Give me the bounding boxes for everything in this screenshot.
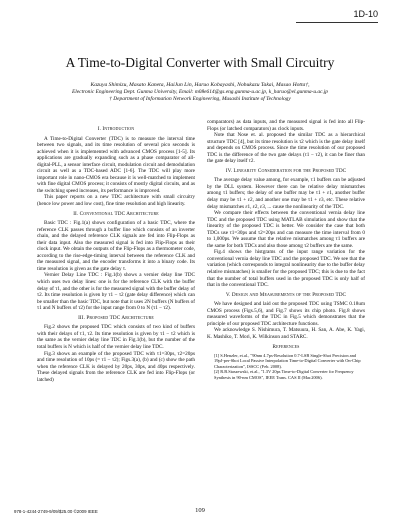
paragraph: Vernier Delay Line TDC : Fig.1(b) shows a vernier delay line TDC which uses two delay lines: one is for the reference CLK with the buffer delay of τ1, and the other is for the measured signal with the buffer delay of τ2. Its time resolution is given by τ1 − τ2 (gate delay difference) which can be smaller than the basic TDC, but note that it uses 2N buffers (N buffers of τ1 and N buffers of τ2) for the input range from 0 to N (τ1 − τ2). [37,272,195,312]
paragraph: comparators) as data inputs, and the measured signal is fed into all Flip-Flops (or latched comparators) as clock inputs. [207,119,365,132]
session-tag: 1D-10 [353,9,378,19]
left-column [37,123,195,383]
section-heading: III. Proposed TDC Architecture [78,314,154,321]
reference-item: [1] S.Henzler, et.al., "90nm 4.7ps-Resolution 0.7-LSB Single-Shot Precision and 19pJ-per-Shot Local Passive Interpolation Time-to-Digital Converter with On-Chip Characterization", ISSCC (Feb. 2008). [214,353,361,369]
paragraph: We compare their effects between the conventional vernia delay line TDC and the proposed TDC using MATLAB simulation and show that the linearity of the proposed TDC is better. We consider the case that both TDCs use τ1=30ps and τ2=20ps and can measure the time interval from 0 to 1,000ps. We assume that the relative mismatches among τ1 buffers are the same for both TDCs and also those among τ2 buffers are the same. [207,210,365,249]
section-heading: II. Conventional TDC Architecture [73,210,159,217]
paragraph: Basic TDC : Fig.1(a) shows configuration of a basic TDC, where the reference CLK passes through a buffer line which consists of an inverter chain, and the delayed reference CLK signals are fed into Flip-Flops as their data input. Also the measured signal is fed into Flip-Flops as their clock input. We obtain the outputs of the Flip-Flops as a thermometer code, according to the rise-edge-timing interval between the reference CLK and the measured signal, and the encoder transforms it into a binary code. Its time resolution is given as the gate delay τ. [37,220,195,272]
page-number: 109 [195,507,205,514]
paragraph: Fig.3 shows an example of the proposed TDC with τ1=30ps, τ2=20ps and time resolution of 10ps (= τ1 − τ2); Figs.3(a), (b) and (c) show the path when the reference CLK is delayed by 20ps, 30ps, and 40ps respectively. These delayed signals from the reference CLK are fed into Flip-Flops (or latched) [37,350,195,383]
paragraph: Fig.4 shows the histgrams of the input range variation for the conventional vernia delay line TDC and the proposed TDC. We see that the variation (which corresponds to integral nonlinearity due to the buffer delay relative mismatches) is smaller for the proposed TDC; this is due to the fact that the number of total buffers used in the proposed TDC is only half of that in the conventional TDC. [207,249,365,289]
header-rule [296,22,378,23]
affiliation [30,89,370,103]
paragraph: Note that Nose et. al. proposed the similar TDC as a hierarchical structure TDC [4], but its time resolution is τ2 which is the gate delay itself and depends on CMOS process. Since the time resolution of our proposed TDC is the difference of the two gate delays (τ1 − τ2), it can be finer than the gate delay itself τ2. [207,132,365,165]
paragraph: The average delay value among, for example, τ1 buffers can be adjusted by the DLL system. However there can be relative delay mismatches among τ1 buffers; the delay of one buffer may be τ1 + ε1, another buffer delay may be τ1 + ε2, and another one may be τ1 + ε3, etc. These relative delay mismatches ε1, ε2, ε3, ... cause the nonlinearity of the TDC. [207,177,365,210]
section-heading: IV. Linearity Consideration for the Proposed TDC [225,167,347,174]
references [207,344,365,381]
author-list: Kazuya Shimizu, Masato Kaneta, HaiJun Lin, Haruo Kobayashi, Nobukazu Takai, Masao Hotta†, [90,82,310,88]
paper-title: A Time-to-Digital Converter with Small Circuitry [65,55,335,70]
paragraph: This paper reports on a new TDC architecture with small circuitry (hence low power and low cost), fine time resolution and high linearity. [37,194,195,208]
affiliation-line: Electronic Engineering Dept. Gunma University, Email: m08e614@gs.eng.gunma-u.ac.jp, k_haruo@el.gunma-u.ac.jp [72,89,328,95]
affiliation-line: † Department of Information Network Engineering, Musashi Institute of Technology [109,95,291,102]
section-heading: References [272,343,300,350]
paragraph: We have designed and laid out the proposed TDC using TSMC 0.18um CMOS process (Figs.5,6), and Fig.7 shows its chip photo. Fig.8 shows measured waveforms of the TDC in Fig.5 which demonstrates that the principle of our proposed TDC architecture functions. [207,301,365,327]
reference-item: [2] R.B.Staszewski, et.al., "1.3V 20ps Time-to-Digital Converter for Frequency Synthesis in 90-nm CMOS", IEEE Trans. CAS II (Mar.2006). [214,369,354,380]
section-heading: I. Introduction [97,126,135,132]
section-heading: V. Design and Measurements of the Proposed TDC [225,291,347,298]
paragraph: Fig.2 shows the proposed TDC which consists of two kind of buffers with their delays of τ1, τ2. Its time resolution is given by τ1 − τ2 which is the same as the vernier delay line TDC in Fig.1(b), but the number of the total buffers is N which is half of the vernier delay line TDC. [37,324,195,350]
right-column [207,119,365,380]
copyright-notice: 978-1-4244-2749-9/09/$25.00 ©2009 IEEE [14,509,98,514]
paragraph: We acknowledge S. Nishimura, T. Matsuura, H. San, A. Abe, K. Yagi, K. Mashiko, T. Mori, K. Wilkinson and STARC. [207,327,365,340]
paragraph: A Time-to-Digital Converter (TDC) is to measure the interval time between two signals, and its time resolution of several pico seconds is achieved when it is implemented with advanced CMOS process [1-5]. Its applications are gradually expanding such as a phase comparator of all-digital-PLL, a sensor interface circuit, modulation circuit and demodulation circuit as well as a TDC-based ADC [1-6]. The TDC will play more important role in nano-CMOS era because it is well-matched to implement with fine digital CMOS process; it consists of mostly digital circuits, and as the switching speed increases, its performance is improved. [37,135,195,194]
